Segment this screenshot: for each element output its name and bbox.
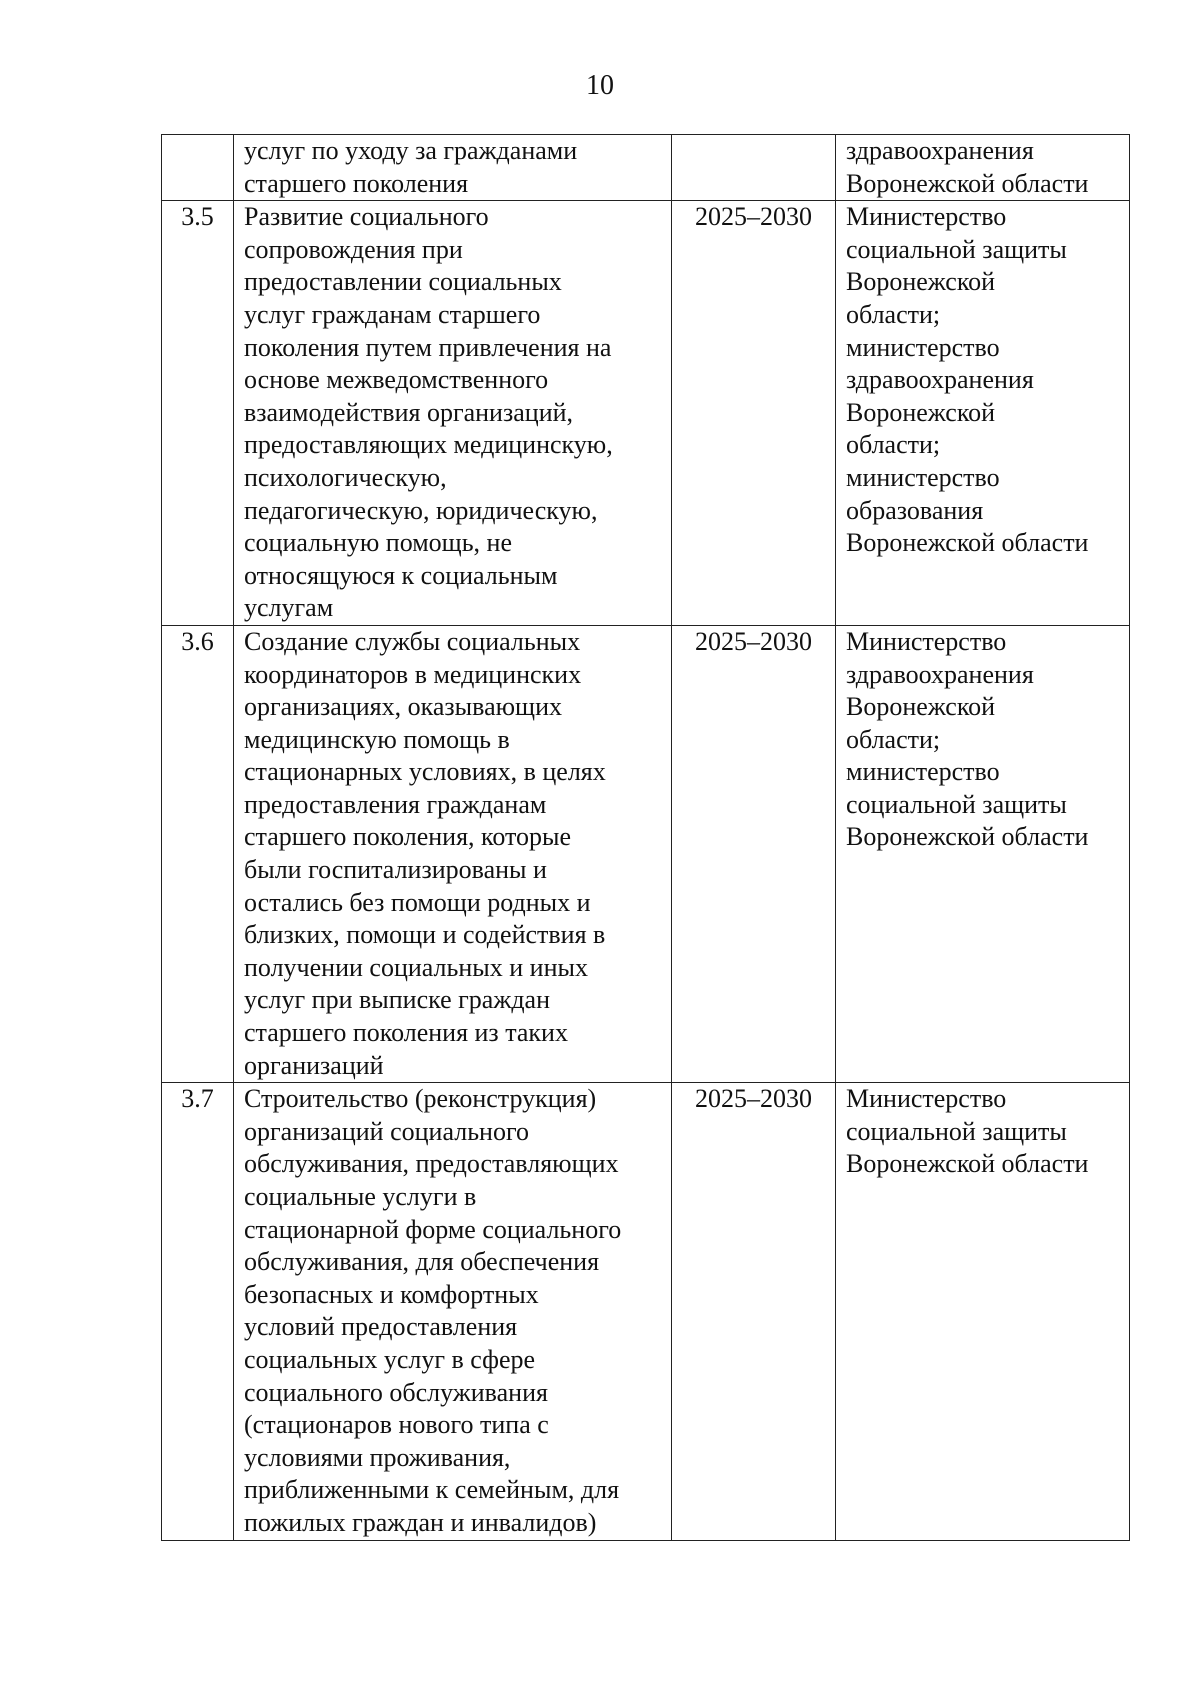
item-responsible: Министерство социальной защиты Воронежской области bbox=[836, 1083, 1130, 1540]
page-number: 10 bbox=[586, 70, 614, 101]
item-description: услуг по уходу за гражданами старшего поколения bbox=[234, 135, 672, 201]
item-description: Строительство (реконструкция) организаций социального обслуживания, предоставляющих социальные услуги в стационарной форме социального обслуживания, для обеспечения безопасных и комфортных условий предоставления социальных услуг в сфере социального обслуживания (стационаров нового типа с условиями проживания, приближенными к семейным, для пожилых граждан и инвалидов) bbox=[234, 1083, 672, 1540]
item-period bbox=[672, 135, 836, 201]
item-period: 2025–2030 bbox=[672, 625, 836, 1082]
item-number: 3.6 bbox=[162, 625, 234, 1082]
item-description: Развитие социального сопровождения при предоставлении социальных услуг гражданам старшего поколения путем привлечения на основе межведомственного взаимодействия организаций, предоставляющих медицинскую, психологическую, педагогическую, юридическую, социальную помощь, не относящуюся к социальным услугам bbox=[234, 201, 672, 626]
item-period: 2025–2030 bbox=[672, 201, 836, 626]
table-row bbox=[162, 135, 1130, 201]
measures-table bbox=[161, 134, 1130, 1541]
item-responsible: Министерство здравоохранения Воронежской области; министерство социальной защиты Воронежской области bbox=[836, 625, 1130, 1082]
item-responsible: здравоохранения Воронежской области bbox=[836, 135, 1130, 201]
item-number: 3.7 bbox=[162, 1083, 234, 1540]
item-period: 2025–2030 bbox=[672, 1083, 836, 1540]
table-row bbox=[162, 1083, 1130, 1540]
item-description: Создание службы социальных координаторов в медицинских организациях, оказывающих медицинскую помощь в стационарных условиях, в целях предоставления гражданам старшего поколения, которые были госпитализированы и остались без помощи родных и близких, помощи и содействия в получении социальных и иных услуг при выписке граждан старшего поколения из таких организаций bbox=[234, 625, 672, 1082]
item-responsible: Министерство социальной защиты Воронежской области; министерство здравоохранения Воронежской области; министерство образования Воронежской области bbox=[836, 201, 1130, 626]
item-number bbox=[162, 135, 234, 201]
table-row bbox=[162, 201, 1130, 626]
table-row bbox=[162, 625, 1130, 1082]
item-number: 3.5 bbox=[162, 201, 234, 626]
